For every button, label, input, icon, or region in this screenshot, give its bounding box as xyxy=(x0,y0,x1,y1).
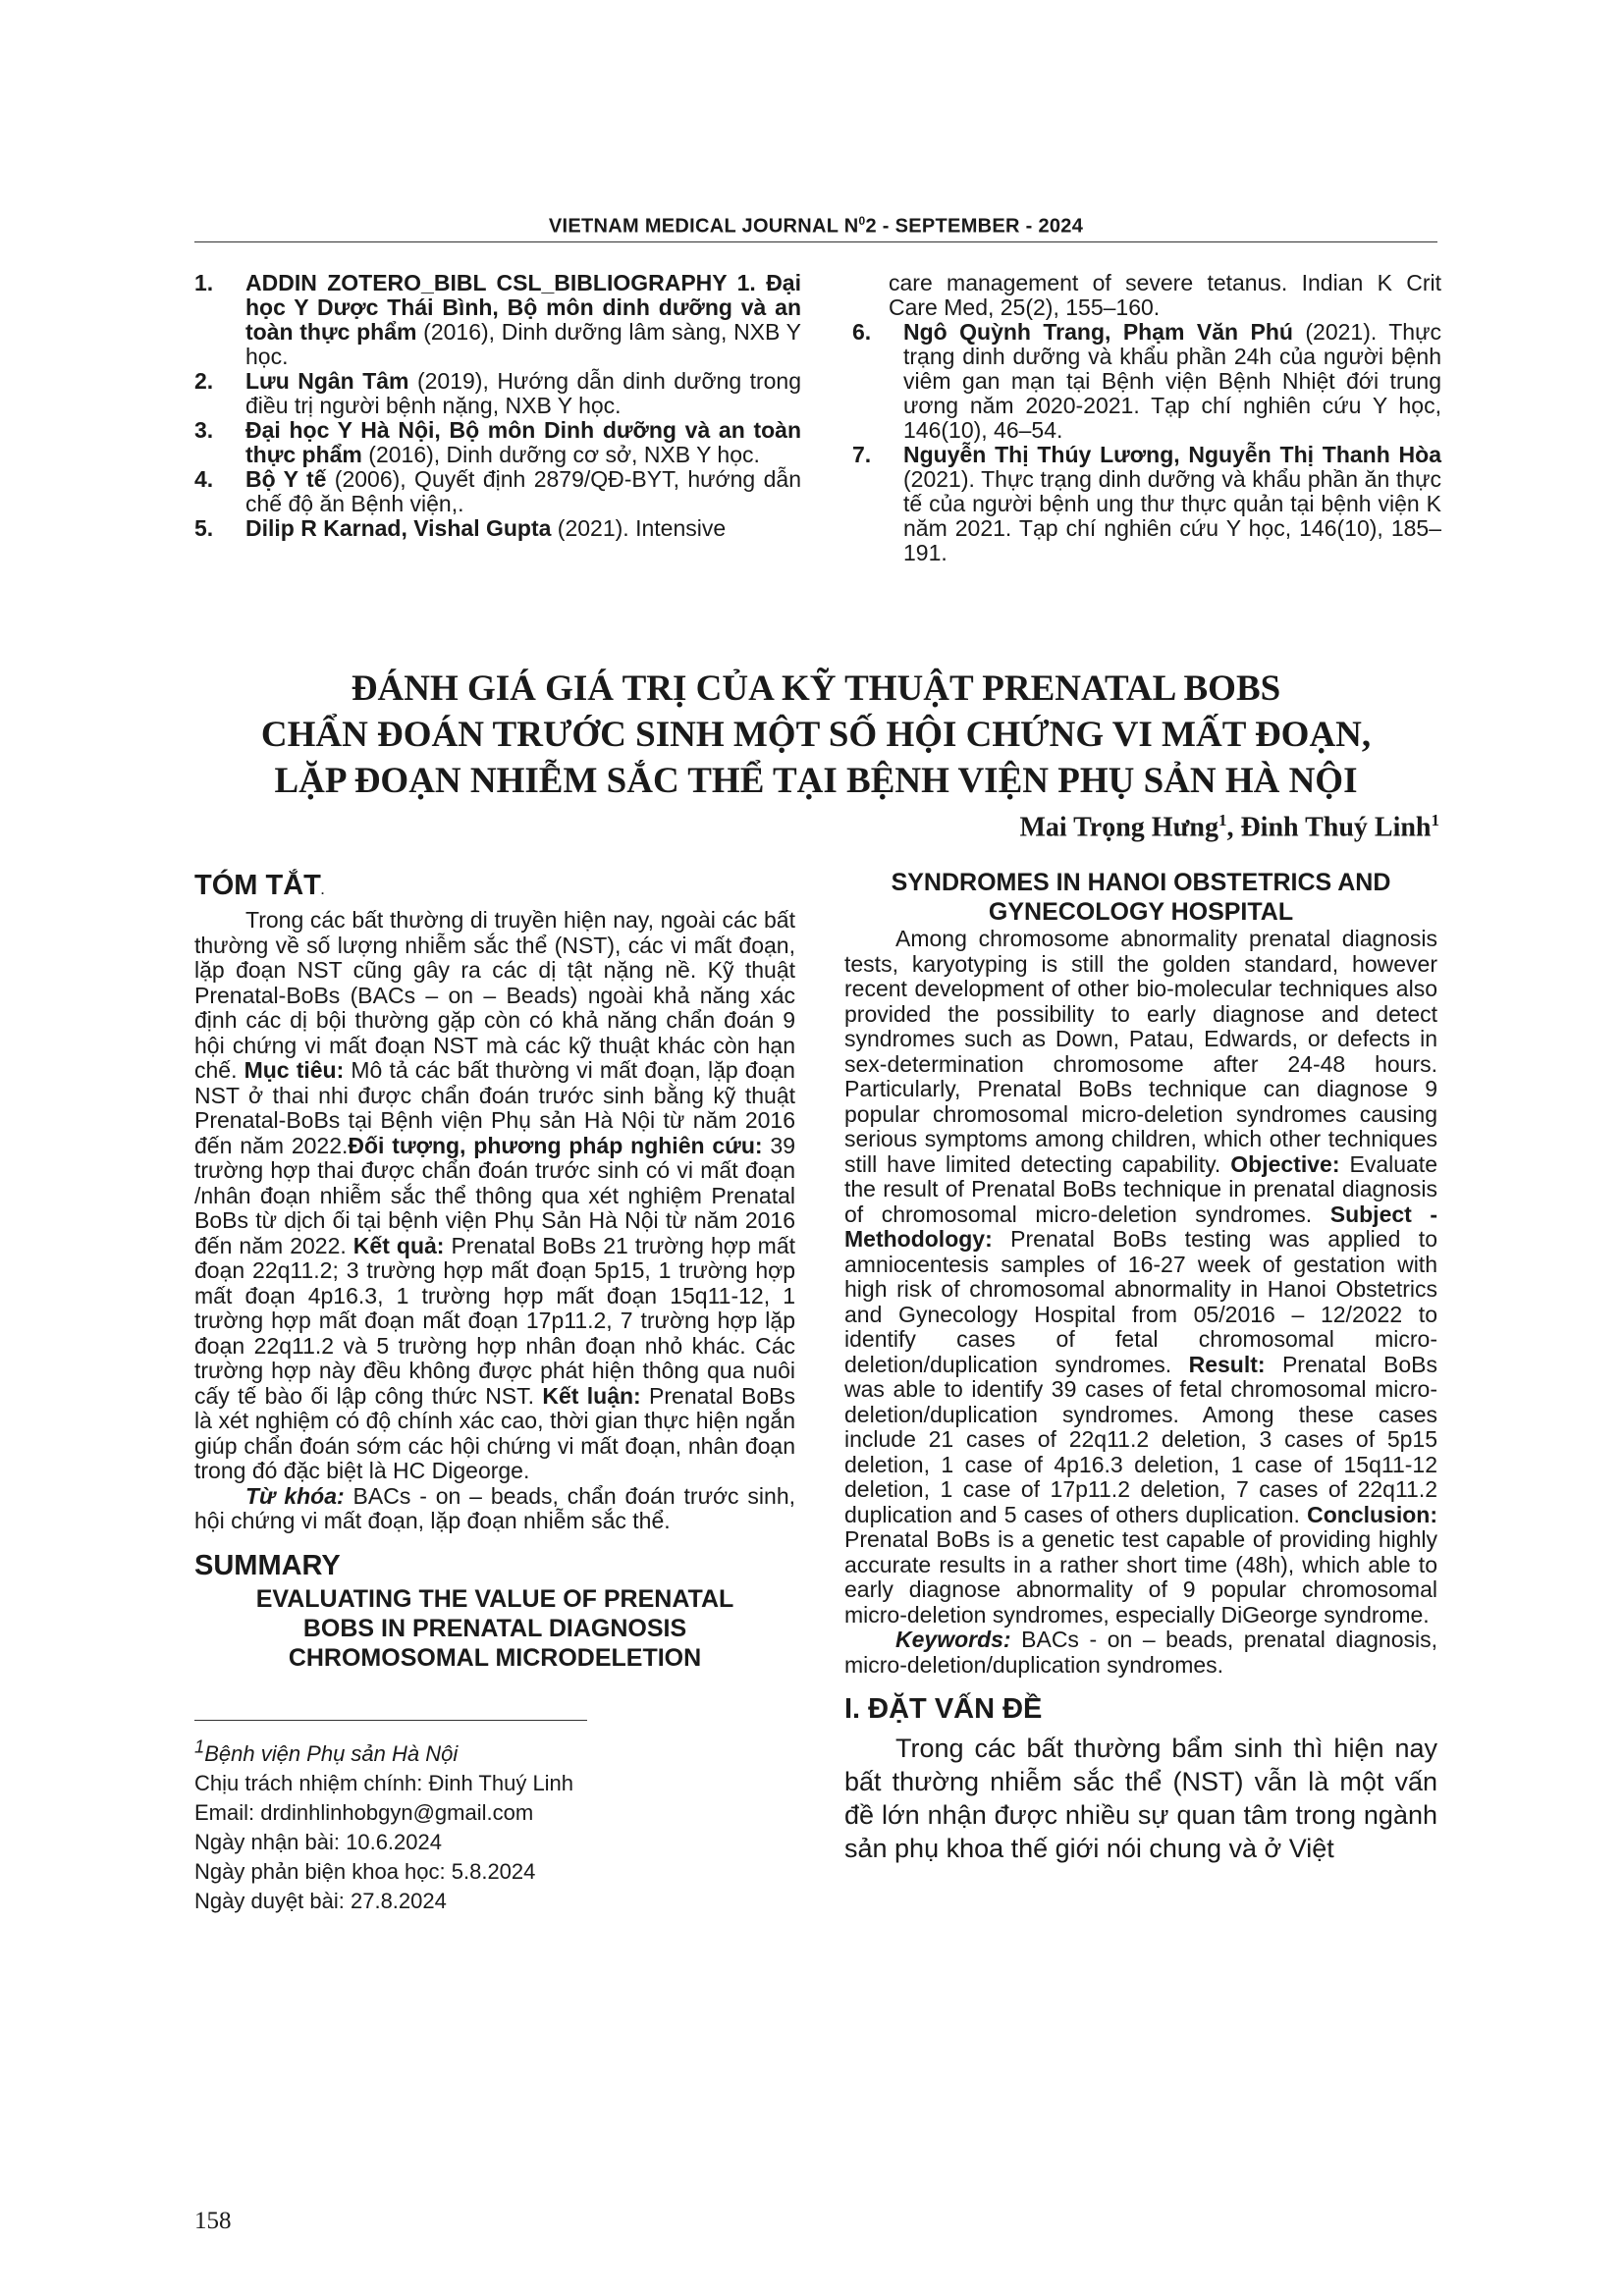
results-text: Prenatal BoBs 21 trường hợp mất đoạn 22q11.2; 3 trường hợp mất đoạn 5p15, 1 trường hợp mất đoạn 4p16.3, 1 trường hợp mất đoạn 15q11-12, 1 trường hợp mất đoạn mất đoạn 17p11.2, 7 trường hợp lặp đoạn 22q11.2 và 5 trường hợp nhân đoạn nhỏ khác. Các trường hợp này đều không được phát hiện thông qua nuôi cấy tế bào ối lập công thức NST. xyxy=(194,1232,796,1409)
summary-title-line: CHROMOSOMAL MICRODELETION xyxy=(288,1643,702,1672)
abstract-paragraph xyxy=(194,908,795,1484)
reference-continuation xyxy=(852,271,1441,320)
reference-list-right xyxy=(852,271,1441,565)
footnote-sup: 1 xyxy=(194,1735,205,1757)
conclusion-label: Kết luận: xyxy=(542,1382,641,1409)
reference-number: 5. xyxy=(194,515,214,541)
journal-header-text: VIETNAM MEDICAL JOURNAL N xyxy=(548,215,859,238)
results-label: Kết quả: xyxy=(352,1232,445,1258)
footnote-affiliation-text: Bệnh viện Phụ sản Hà Nội xyxy=(204,1740,459,1766)
keywords-text: BACs - on – beads, chẩn đoán trước sinh, hội chứng vi mất đoạn, lặp đoạn nhiễm sắc thể. xyxy=(194,1482,796,1533)
reference-authors: Dilip R Karnad, Vishal Gupta xyxy=(245,515,552,541)
abstract-heading-dot: . xyxy=(320,883,325,897)
methods-text: Prenatal BoBs testing was applied to amniocentesis samples of 16-27 week of gestation with high risk of chromosomal abnormality in Hanoi Obstetrics and Gynecology Hospital from 05/2016 – 12/2022 to identify cases of fetal chromosomal micro-deletion/duplication syndromes. xyxy=(844,1226,1437,1377)
reference-text: (2021). Thực trạng dinh dưỡng và khẩu phần ăn thực tế của người bệnh ung thư thực quản tại bệnh viện K năm 2021. Tạp chí nghiên cứu Y học, 146(10), 185–191. xyxy=(903,466,1441,565)
reference-authors: Bộ Y tế xyxy=(245,466,327,492)
reference-text: (2016), Dinh dưỡng cơ sở, NXB Y học. xyxy=(361,442,760,467)
reference-number: 6. xyxy=(852,319,872,345)
article-title-line: CHẨN ĐOÁN TRƯỚC SINH MỘT SỐ HỘI CHỨNG VI MẤT ĐOẠN, xyxy=(260,715,1372,755)
section-heading: I. ĐẶT VẤN ĐỀ xyxy=(844,1693,1043,1725)
footnotes xyxy=(194,1733,795,1916)
reference-text: (2019), Hướng dẫn dinh dưỡng trong điều trị người bệnh nặng, NXB Y học. xyxy=(245,368,802,418)
footnote-email: Email: drdinhlinhobgyn@gmail.com xyxy=(194,1799,534,1825)
reference-number: 3. xyxy=(194,417,214,443)
abstract-heading xyxy=(194,870,795,902)
summary-title-line: BOBS IN PRENATAL DIAGNOSIS xyxy=(302,1614,687,1642)
summary-heading: SUMMARY xyxy=(194,1549,341,1581)
objective-label: Mục tiêu: xyxy=(244,1057,345,1083)
results-text: Prenatal BoBs was able to identify 39 cases of fetal chromosomal micro-deletion/duplication syndromes. Among these cases include 21 cases of 22q11.2 deletion, 3 cases of 5p15 deletion, 1 case of 4p16.3 deletion, 1 case of 15q11-12 deletion, 1 case of 17p11.2 deletion, 7 cases of 22q11.2 duplication and 5 cases of others duplication. xyxy=(844,1351,1437,1527)
author-list xyxy=(1019,811,1439,843)
reference-number: 7. xyxy=(852,442,872,467)
summary-paragraph xyxy=(844,927,1437,1628)
article-title-line: LẶP ĐOẠN NHIỄM SẮC THỂ TẠI BỆNH VIỆN PHỤ SẢN HÀ NỘI xyxy=(274,761,1358,801)
reference-number: 1. xyxy=(194,270,214,295)
reference-item xyxy=(194,418,801,467)
journal-header-issue: 2 - SEPTEMBER - 2024 xyxy=(865,215,1084,238)
header-rule xyxy=(194,241,1437,242)
methods-label: Đối tượng, phương pháp nghiên cứu: xyxy=(348,1132,763,1158)
reference-item xyxy=(194,467,801,516)
reference-text: (2006), Quyết định 2879/QĐ-BYT, hướng dẫn chế độ ăn Bệnh viện,. xyxy=(245,466,801,516)
reference-number: 2. xyxy=(194,368,214,394)
summary-title-line: SYNDROMES IN HANOI OBSTETRICS AND xyxy=(891,869,1391,896)
article-title-line: ĐÁNH GIÁ GIÁ TRỊ CỦA KỸ THUẬT PRENATAL BOBS xyxy=(351,668,1281,709)
summary-title-line: EVALUATING THE VALUE OF PRENATAL xyxy=(255,1584,734,1613)
footnote-reviewed: Ngày phản biện khoa học: 5.8.2024 xyxy=(194,1858,536,1884)
journal-header xyxy=(194,214,1437,239)
reference-authors: Đại học Y Hà Nội, Bộ môn Dinh dưỡng và an toàn thực phẩm xyxy=(245,417,801,467)
footnote-accepted: Ngày duyệt bài: 27.8.2024 xyxy=(194,1888,447,1913)
reference-authors: Lưu Ngân Tâm xyxy=(245,368,409,394)
footnote-corresponding: Chịu trách nhiệm chính: Đinh Thuý Linh xyxy=(194,1770,574,1795)
results-label: Result: xyxy=(1188,1351,1266,1377)
keywords-text: BACs - on – beads, prenatal diagnosis, micro-deletion/duplication syndromes. xyxy=(844,1627,1437,1678)
left-column xyxy=(194,864,795,1916)
footnote-rule xyxy=(194,1720,587,1721)
author-affiliation-sup: 1 xyxy=(1218,811,1227,829)
reference-text: (2016), Dinh dưỡng lâm sàng, NXB Y học. xyxy=(245,319,801,369)
reference-text: (2021). Thực trạng dinh dưỡng và khẩu phần 24h của người bệnh viêm gan mạn tại Bệnh viện Bệnh Nhiệt đới trung ương năm 2020-2021. Tạp chí nghiên cứu Y học, 146(10), 46–54. xyxy=(903,319,1441,443)
conclusion-text: Prenatal BoBs là xét nghiệm có độ chính xác cao, thời gian thực hiện ngắn giúp chẩn đoán sớm các hội chứng vi mất đoạn, nhân đoạn trong đó đặc biệt là HC Digeorge. xyxy=(194,1382,796,1483)
objective-label: Objective: xyxy=(1230,1150,1340,1177)
author-affiliation-sup: 1 xyxy=(1431,811,1439,829)
conclusion-label: Conclusion: xyxy=(1307,1501,1437,1527)
article-title xyxy=(194,666,1437,804)
body-paragraph: Trong các bất thường bẩm sinh thì hiện nay bất thường nhiễm sắc thể (NST) vẫn là một vấn đề lớn nhận được nhiều sự quan tâm trong ngành sản phụ khoa thế giới nói chung và ở Việt xyxy=(844,1734,1437,1863)
summary-title xyxy=(194,1584,795,1673)
reference-authors: Ngô Quỳnh Trang, Phạm Văn Phú xyxy=(903,319,1293,345)
reference-text: care management of severe tetanus. Indian K Crit Care Med, 25(2), 155–160. xyxy=(889,270,1441,320)
reference-item xyxy=(194,369,801,418)
abstract-text: Trong các bất thường di truyền hiện nay, ngoài các bất thường về số lượng nhiễm sắc thể (NST), các vi mất đoạn, lặp đoạn NST cũng gây ra các dị tật nặng nề. Kỹ thuật Prenatal-BoBs (BACs – on – Beads) ngoài khả năng xác định các dị bội thường gặp còn có khả năng chẩn đoán 9 hội chứng vi mất đoạn NST mà các kỹ thuật khác còn hạn chế. xyxy=(194,907,795,1083)
objective-text: Mô tả các bất thường vi mất đoạn, lặp đoạn NST ở thai nhi được chẩn đoán trước sinh bằng kỹ thuật Prenatal-BoBs tại Bệnh viện Phụ sản Hà Nội từ năm 2016 đến năm 2022. xyxy=(194,1057,795,1158)
methods-label: Subject - Methodology: xyxy=(844,1201,1438,1252)
right-column xyxy=(844,864,1437,1865)
reference-item xyxy=(194,271,801,369)
keywords-label: Keywords: xyxy=(895,1627,1011,1652)
reference-text: (2021). Intensive xyxy=(551,515,727,541)
reference-list-left xyxy=(194,271,801,541)
reference-item xyxy=(194,516,801,541)
author-name: Mai Trọng Hưng xyxy=(1019,812,1218,843)
footnote-affiliation xyxy=(194,1733,795,1769)
keywords-vi xyxy=(194,1484,795,1534)
keywords-label: Từ khóa: xyxy=(245,1482,345,1509)
conclusion-text: Prenatal BoBs is a genetic test capable of providing highly accurate results in a rather short time (48h), which able to early diagnose abnormality of 9 popular chromosomal micro-deletion syndromes, especially DiGeorge syndrome. xyxy=(844,1526,1437,1628)
reference-authors: Nguyễn Thị Thúy Lương, Nguyễn Thị Thanh Hòa xyxy=(903,442,1441,467)
summary-title-line: GYNECOLOGY HOSPITAL xyxy=(988,898,1294,926)
journal-header-sup: 0 xyxy=(858,214,866,228)
author-separator: , xyxy=(1226,812,1241,843)
footnote-received: Ngày nhận bài: 10.6.2024 xyxy=(194,1829,442,1854)
abstract-heading-text: TÓM TẮT xyxy=(194,870,321,901)
methods-text: 39 trường hợp thai được chẩn đoán trước sinh có vi mất đoạn /nhân đoạn nhiễm sắc thể thông qua xét nghiệm Prenatal BoBs từ dịch ối tại bệnh viện Phụ Sản Hà Nội từ năm 2016 đến năm 2022. xyxy=(194,1132,795,1258)
keywords-en xyxy=(844,1628,1437,1678)
reference-number: 4. xyxy=(194,466,214,492)
reference-item xyxy=(852,320,1441,443)
objective-text: Evaluate the result of Prenatal BoBs technique in prenatal diagnosis of chromosomal micro-deletion syndromes. xyxy=(844,1150,1437,1227)
author-name: Đinh Thuý Linh xyxy=(1240,812,1432,843)
summary-text: Among chromosome abnormality prenatal diagnosis tests, karyotyping is still the golden standard, however recent development of other bio-molecular techniques also provided the possibility to early diagnose and detect syndromes such as Down, Patau, Edwards, or defects in sex-determination chromosome after 24-48 hours. Particularly, Prenatal BoBs technique can diagnose 9 popular chromosomal micro-deletion syndromes causing serious symptoms among children, which other techniques still have limited detecting capability. xyxy=(844,926,1437,1177)
summary-title-continued xyxy=(844,868,1437,927)
reference-item xyxy=(852,443,1441,565)
page-number: 158 xyxy=(194,2208,232,2234)
reference-authors: ADDIN ZOTERO_BIBL CSL_BIBLIOGRAPHY 1. Đại học Y Dược Thái Bình, Bộ môn dinh dưỡng và an toàn thực phẩm xyxy=(245,270,801,345)
